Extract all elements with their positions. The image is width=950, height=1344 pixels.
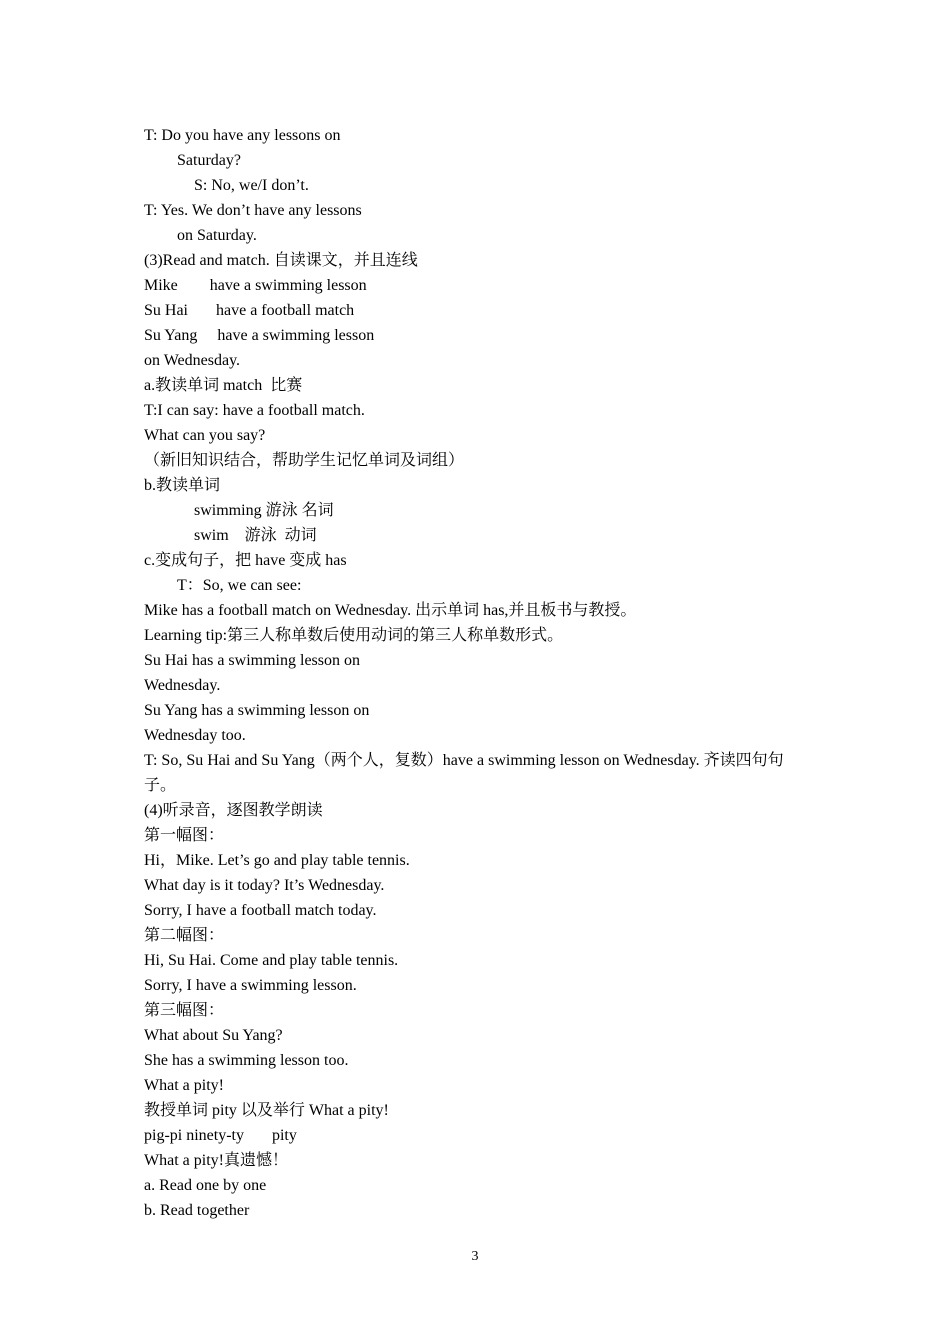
text-line: Learning tip:第三人称单数后使用动词的第三人称单数形式。 — [144, 627, 564, 644]
text-line: What a pity! — [144, 1077, 224, 1094]
text-line: （新旧知识结合，帮助学生记忆单词及词组） — [144, 452, 465, 469]
text-line: Wednesday. — [144, 677, 221, 694]
text-line: Su Yang has a swimming lesson on — [144, 702, 370, 719]
text-line: pig-pi ninety-ty pity — [144, 1127, 297, 1144]
text-line: T：So, we can see: — [177, 577, 302, 594]
text-line: Sorry, I have a swimming lesson. — [144, 977, 357, 994]
text-line: b.教读单词 — [144, 477, 221, 494]
section-heading: (4)听录音，逐图教学朗读 — [144, 802, 323, 819]
text-line: 第二幅图： — [144, 927, 225, 944]
text-line: 第一幅图： — [144, 827, 225, 844]
text-line: Sorry, I have a football match today. — [144, 902, 377, 919]
page-number: 3 — [471, 1249, 479, 1264]
text-line: Su Hai have a football match — [144, 302, 355, 319]
text-line: a. Read one by one — [144, 1177, 267, 1194]
text-line: Saturday? — [177, 152, 241, 169]
text-line: swim 游泳 动词 — [194, 527, 317, 544]
text-line: Mike have a swimming lesson — [144, 277, 367, 294]
text-line: Wednesday too. — [144, 727, 246, 744]
text-line: What day is it today? It’s Wednesday. — [144, 877, 385, 894]
text-line: Hi，Mike. Let’s go and play table tennis. — [144, 852, 410, 869]
text-line: Su Yang have a swimming lesson — [144, 327, 375, 344]
text-line: What can you say? — [144, 427, 266, 444]
text-line: T: Do you have any lessons on — [144, 127, 341, 144]
text-line: T: So, Su Hai and Su Yang（两个人，复数）have a swimming lesson on Wednesday. 齐读四句句 — [144, 752, 784, 769]
text-line: What about Su Yang? — [144, 1027, 283, 1044]
text-line: b. Read together — [144, 1202, 250, 1219]
text-line: c.变成句子，把 have 变成 has — [144, 552, 347, 569]
text-line: Mike has a football match on Wednesday. 出示单词 has,并且板书与教授。 — [144, 602, 637, 619]
text-line: a.教读单词 match 比赛 — [144, 377, 303, 394]
text-line: Hi, Su Hai. Come and play table tennis. — [144, 952, 399, 969]
section-heading: (3)Read and match. 自读课文，并且连线 — [144, 252, 418, 269]
text-line: on Saturday. — [177, 227, 257, 244]
text-line: on Wednesday. — [144, 352, 241, 369]
text-line: What a pity!真遗憾！ — [144, 1152, 288, 1169]
text-line: T:I can say: have a football match. — [144, 402, 365, 419]
text-line: She has a swimming lesson too. — [144, 1052, 349, 1069]
text-line: 第三幅图： — [144, 1002, 225, 1019]
text-line: Su Hai has a swimming lesson on — [144, 652, 360, 669]
text-line: swimming 游泳 名词 — [194, 502, 334, 519]
text-line: S: No, we/I don’t. — [194, 177, 309, 194]
text-line: 子。 — [144, 777, 177, 794]
text-line: 教授单词 pity 以及举行 What a pity! — [144, 1102, 389, 1119]
text-line: T: Yes. We don’t have any lessons — [144, 202, 362, 219]
